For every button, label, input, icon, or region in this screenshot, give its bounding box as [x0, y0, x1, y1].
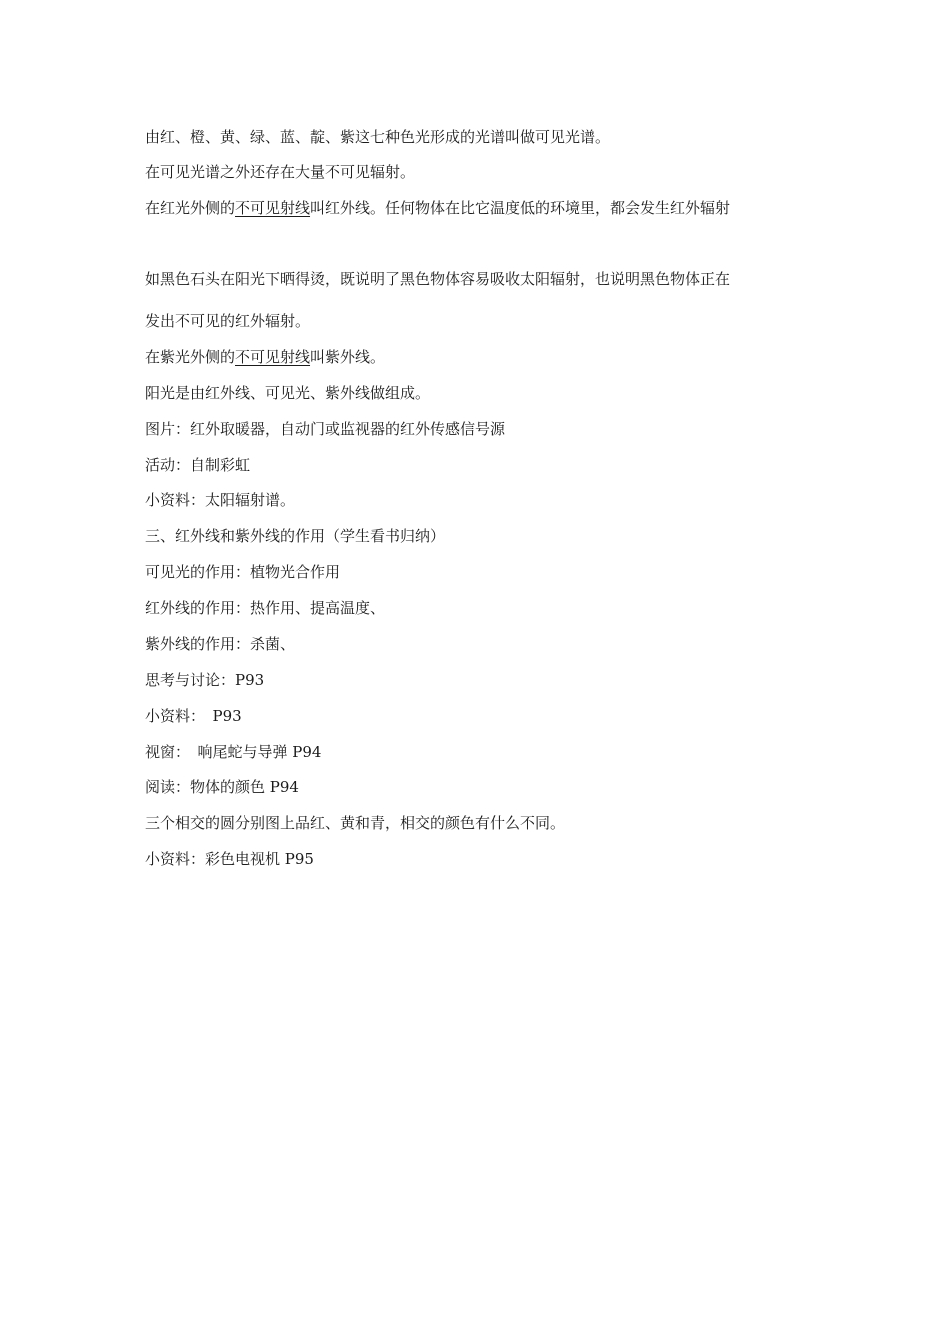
paragraph-window: 视窗： 响尾蛇与导弹 P94 — [145, 743, 322, 761]
section-heading-effects: 三、红外线和紫外线的作用（学生看书归纳） — [145, 527, 446, 545]
infrared-underlined-term: 不可见射线 — [235, 199, 311, 217]
paragraph-visible-light-effect: 可见光的作用：植物光合作用 — [145, 563, 341, 581]
paragraph-small-info-tv: 小资料：彩色电视机 P95 — [145, 850, 314, 868]
paragraph-black-stone-line2: 发出不可见的红外辐射。 — [145, 312, 311, 330]
paragraph-small-info-p93: 小资料： P93 — [145, 707, 242, 725]
paragraph-picture-note: 图片：红外取暖器，自动门或监视器的红外传感信号源 — [145, 420, 506, 438]
paragraph-sunlight-composition: 阳光是由红外线、可见光、紫外线做组成。 — [145, 384, 431, 402]
paragraph-reading: 阅读：物体的颜色 P94 — [145, 778, 299, 796]
infrared-text-after: 叫红外线。任何物体在比它温度低的环境里，都会发生红外辐射 — [310, 199, 731, 217]
paragraph-three-circles: 三个相交的圆分别图上品红、黄和青，相交的颜色有什么不同。 — [145, 814, 566, 832]
infrared-text-before: 在红光外侧的 — [145, 199, 236, 217]
ultraviolet-underlined-term: 不可见射线 — [235, 348, 311, 366]
paragraph-ultraviolet-definition — [145, 347, 385, 367]
ultraviolet-text-after: 叫紫外线。 — [310, 348, 386, 366]
paragraph-activity: 活动：自制彩虹 — [145, 456, 251, 474]
paragraph-black-stone-line1: 如黑色石头在阳光下晒得烫，既说明了黑色物体容易吸收太阳辐射，也说明黑色物体正在 — [145, 270, 731, 288]
paragraph-infrared-definition — [145, 198, 730, 218]
paragraph-infrared-effect: 红外线的作用：热作用、提高温度、 — [145, 599, 386, 617]
paragraph-ultraviolet-effect: 紫外线的作用：杀菌、 — [145, 635, 296, 653]
paragraph-visible-spectrum: 由红、橙、黄、绿、蓝、靛、紫这七种色光形成的光谱叫做可见光谱。 — [145, 128, 611, 146]
ultraviolet-text-before: 在紫光外侧的 — [145, 348, 236, 366]
paragraph-small-info-solar: 小资料：太阳辐射谱。 — [145, 491, 296, 509]
paragraph-discussion: 思考与讨论：P93 — [145, 671, 265, 689]
paragraph-invisible-radiation: 在可见光谱之外还存在大量不可见辐射。 — [145, 163, 416, 181]
